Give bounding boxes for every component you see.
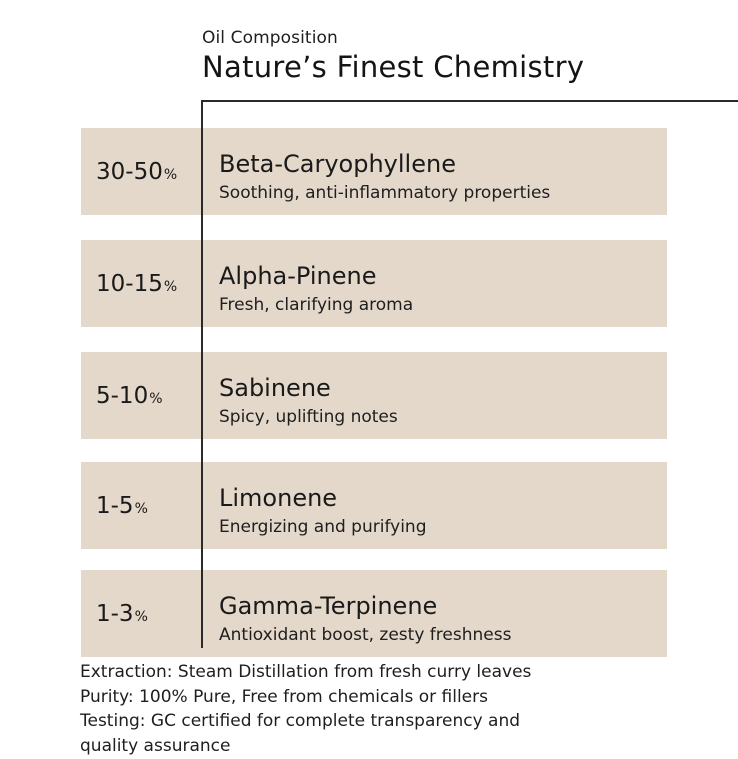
product-details: [80, 660, 680, 758]
section-eyebrow: Oil Composition: [202, 28, 338, 48]
compound-name: Beta-Caryophyllene: [219, 150, 456, 178]
percent-value: 5-10: [96, 382, 149, 409]
percent-value: 1-3: [96, 600, 134, 627]
testing-note-continued: quality assurance: [80, 735, 231, 756]
percent-value: 30-50: [96, 158, 163, 185]
compound-name: Sabinene: [219, 374, 331, 402]
percent-unit: %: [149, 390, 163, 407]
percent-range: [96, 570, 148, 657]
percent-range: [96, 352, 163, 439]
percent-unit: %: [163, 166, 178, 183]
percent-unit: %: [134, 608, 148, 625]
compound-description: Energizing and purifying: [219, 517, 427, 537]
compound-name: Alpha-Pinene: [219, 262, 377, 290]
page-title: Nature’s Finest Chemistry: [202, 50, 585, 84]
percent-range: [96, 462, 148, 549]
compound-description: Spicy, uplifting notes: [219, 407, 398, 427]
timeline-divider: [201, 100, 203, 648]
compound-name: Gamma-Terpinene: [219, 592, 438, 620]
compound-description: Antioxidant boost, zesty freshness: [219, 625, 512, 645]
composition-row-beta-caryophyllene: [81, 128, 667, 215]
percent-unit: %: [134, 500, 148, 517]
purity-note: Purity: 100% Pure, Free from chemicals or fillers: [80, 686, 488, 707]
percent-range: [96, 128, 177, 215]
timeline-top-rule: [201, 100, 738, 102]
percent-value: 1-5: [96, 492, 134, 519]
composition-row-limonene: [81, 462, 667, 549]
compound-description: Soothing, anti-inflammatory properties: [219, 183, 551, 203]
composition-row-alpha-pinene: [81, 240, 667, 327]
composition-row-sabinene: [81, 352, 667, 439]
extraction-note: Extraction: Steam Distillation from fresh curry leaves: [80, 662, 532, 682]
percent-unit: %: [163, 278, 178, 295]
percent-value: 10-15: [96, 270, 163, 297]
compound-description: Fresh, clarifying aroma: [219, 295, 414, 315]
percent-range: [96, 240, 177, 327]
compound-name: Limonene: [219, 484, 338, 512]
composition-row-gamma-terpinene: [81, 570, 667, 657]
testing-note: Testing: GC certified for complete transparency and: [80, 711, 521, 731]
